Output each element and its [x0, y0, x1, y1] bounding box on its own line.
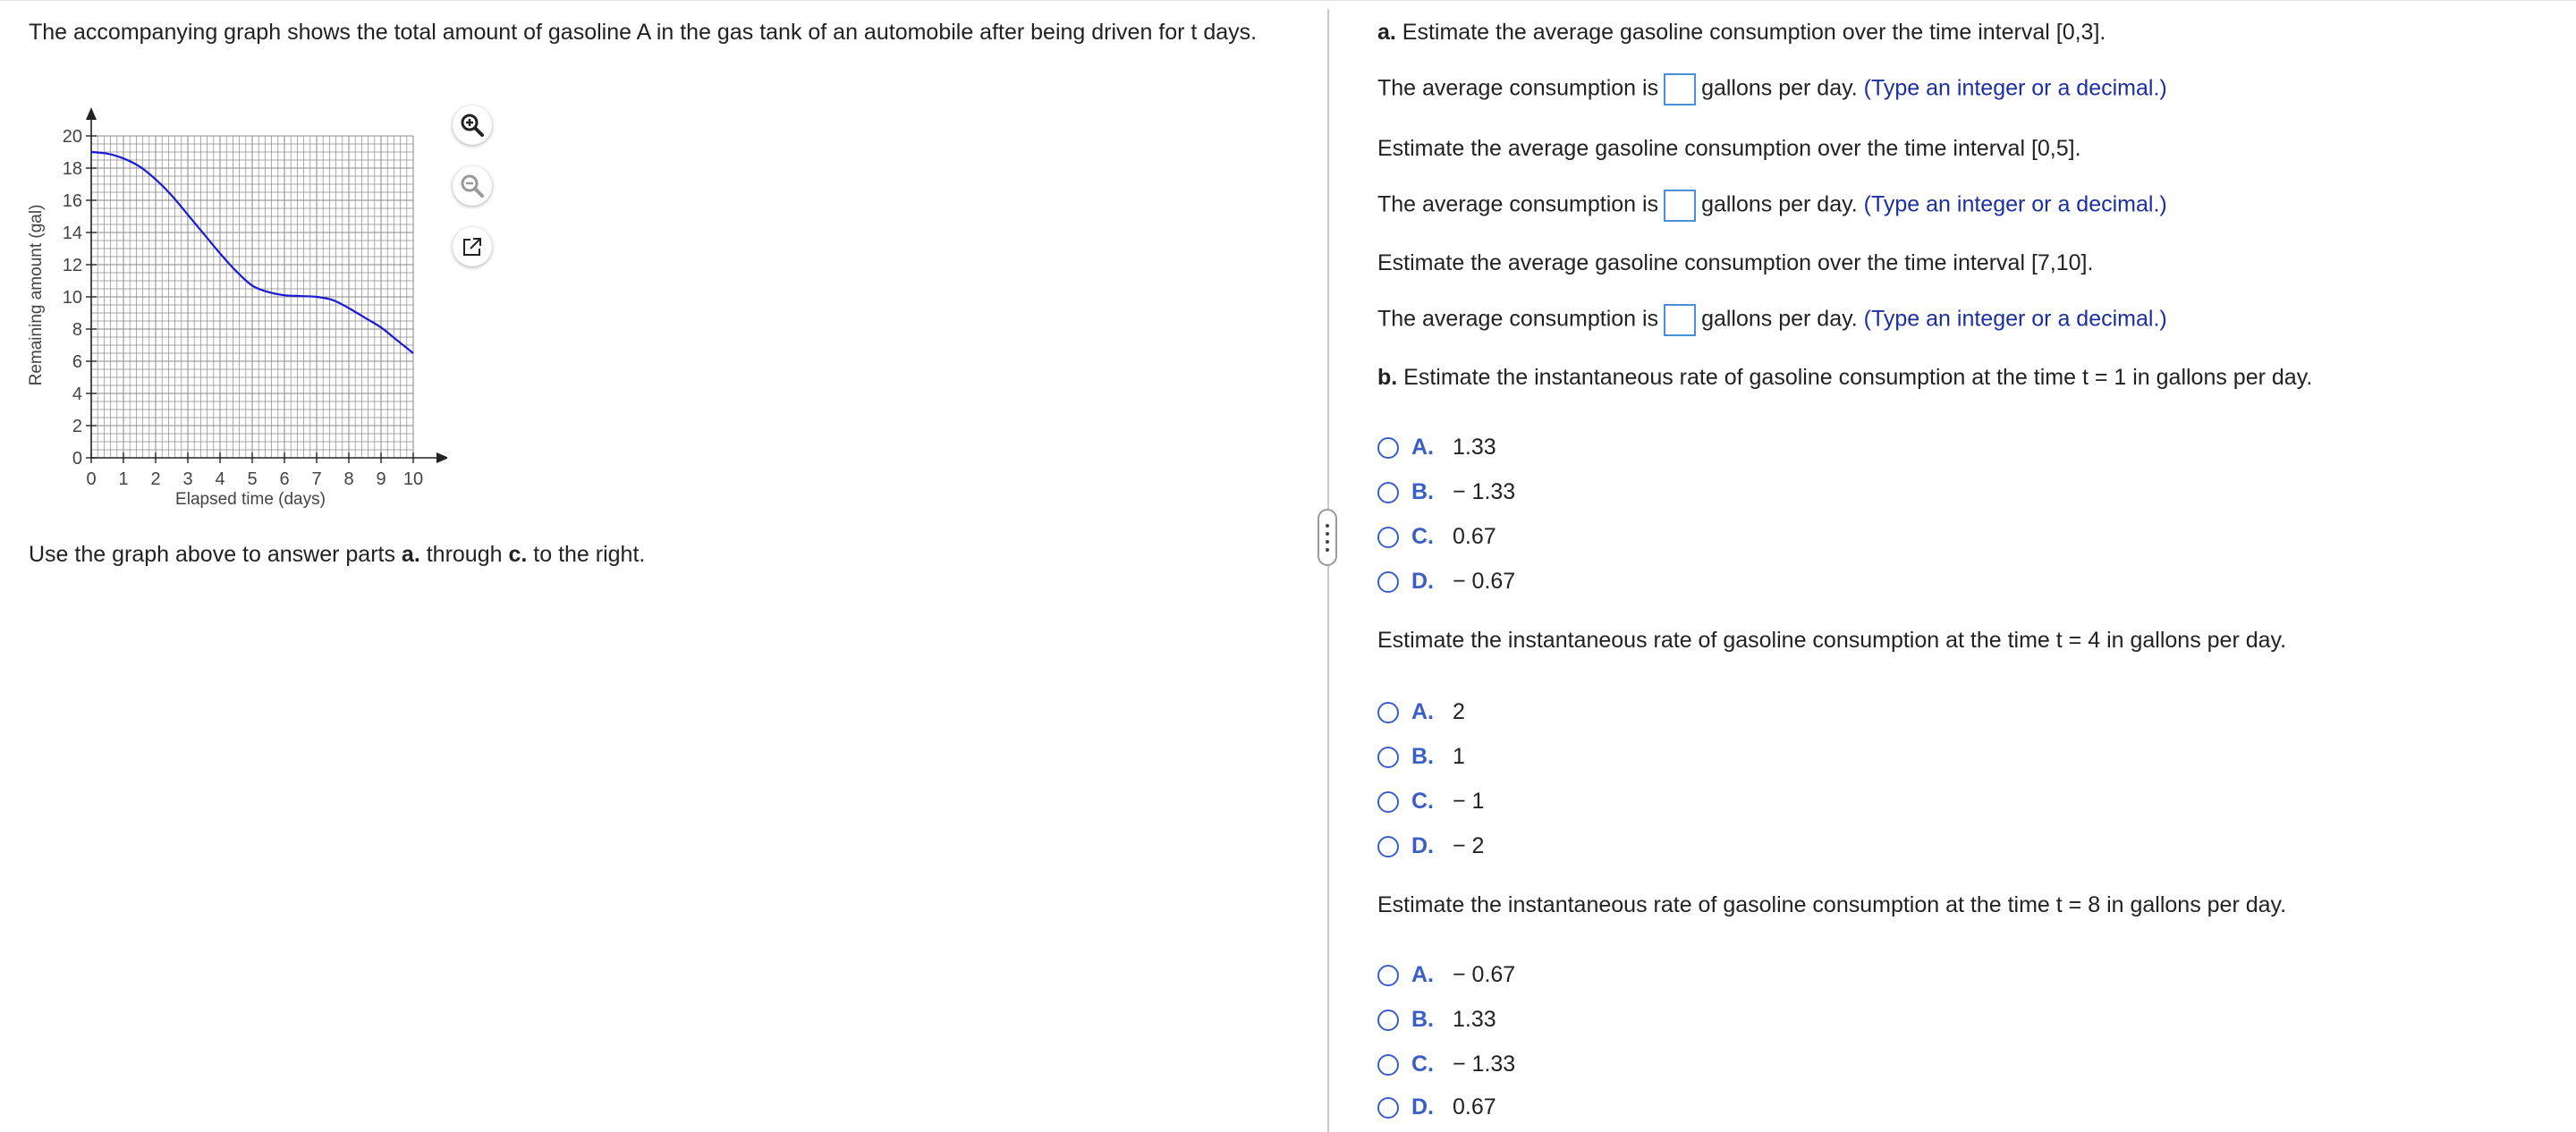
- choice-b2-d[interactable]: [1377, 833, 1484, 859]
- choice-b2-a[interactable]: [1377, 699, 1465, 725]
- question-b3: Estimate the instantaneous rate of gasoline consumption at the time t = 8 in gallons per day.: [1377, 892, 2287, 917]
- choice-b3-d[interactable]: [1377, 1094, 1496, 1120]
- radio-button[interactable]: [1377, 482, 1399, 503]
- choice-letter: B.: [1411, 744, 1434, 769]
- x-axis-label: Elapsed time (days): [175, 490, 326, 509]
- choice-value: − 1.33: [1453, 1052, 1516, 1077]
- y-tick-label: 4: [72, 384, 82, 404]
- choice-b1-b[interactable]: [1377, 479, 1515, 505]
- handle-dot: [1326, 540, 1329, 544]
- handle-dot: [1326, 524, 1329, 528]
- y-tick-label: 10: [62, 288, 82, 308]
- choice-letter: D.: [1411, 833, 1434, 858]
- y-tick-labels: [63, 127, 82, 469]
- choice-b1-a[interactable]: [1377, 435, 1496, 460]
- radio-button[interactable]: [1377, 437, 1399, 459]
- radio-button[interactable]: [1377, 571, 1399, 593]
- zoom-out-button[interactable]: [453, 166, 492, 206]
- pane-resize-handle[interactable]: [1318, 509, 1337, 566]
- radio-button[interactable]: [1377, 791, 1399, 813]
- choice-value: − 0.67: [1453, 962, 1516, 987]
- radio-button[interactable]: [1377, 527, 1399, 548]
- choice-letter: A.: [1411, 962, 1434, 987]
- choice-value: 0.67: [1453, 1094, 1496, 1119]
- x-tick-label: 2: [150, 469, 161, 489]
- radio-button[interactable]: [1377, 747, 1399, 768]
- choice-letter: C.: [1411, 524, 1434, 549]
- choice-value: − 1.33: [1453, 479, 1516, 504]
- question-b2: Estimate the instantaneous rate of gasoline consumption at the time t = 4 in gallons per day.: [1377, 628, 2287, 653]
- choice-letter: B.: [1411, 1007, 1434, 1032]
- y-tick-label: 16: [62, 191, 82, 211]
- question-b1-text: Estimate the instantaneous rate of gasoline consumption at the time t = 1 in gallons per day.: [1397, 365, 2313, 390]
- radio-button[interactable]: [1377, 1010, 1399, 1031]
- instruction-part-c: c.: [508, 542, 528, 567]
- chart-grid: [91, 136, 413, 458]
- x-tick-label: 5: [247, 469, 258, 489]
- choice-value: 0.67: [1453, 524, 1496, 549]
- answer-hint: (Type an integer or a decimal.): [1863, 306, 2167, 332]
- answer-input-3[interactable]: [1664, 304, 1696, 336]
- graph-toolbar: [453, 106, 492, 288]
- choice-value: − 2: [1453, 833, 1485, 858]
- x-tick-label: 10: [402, 469, 424, 489]
- zoom-in-icon: [459, 112, 486, 139]
- choice-b1-d[interactable]: [1377, 569, 1515, 595]
- x-axis-arrow: [436, 452, 447, 463]
- choice-letter: D.: [1411, 569, 1434, 594]
- choice-value: 1.33: [1453, 435, 1496, 460]
- answer-input-2[interactable]: [1664, 190, 1696, 222]
- choice-letter: B.: [1411, 479, 1434, 504]
- part-b-label: b.: [1377, 365, 1398, 390]
- zoom-in-button[interactable]: [453, 106, 492, 145]
- choice-value: 2: [1453, 699, 1465, 724]
- x-tick-label: 3: [182, 469, 193, 489]
- handle-dot: [1326, 532, 1329, 536]
- gasoline-chart-svg: [18, 97, 447, 517]
- y-tick-label: 14: [62, 224, 82, 243]
- x-tick-label: 1: [118, 469, 129, 489]
- choice-letter: A.: [1411, 699, 1434, 724]
- popout-button[interactable]: [453, 227, 492, 266]
- radio-button[interactable]: [1377, 965, 1399, 986]
- y-tick-label: 20: [62, 127, 82, 147]
- y-axis-arrow: [86, 107, 97, 120]
- question-a1-text: Estimate the average gasoline consumption over the time interval [0,3].: [1395, 20, 2106, 45]
- y-tick-label: 2: [72, 417, 82, 436]
- choice-b3-c[interactable]: [1377, 1052, 1515, 1077]
- instruction-pre: Use the graph above to answer parts: [29, 542, 402, 567]
- answer-hint: (Type an integer or a decimal.): [1863, 191, 2167, 217]
- answer-hint: (Type an integer or a decimal.): [1863, 75, 2167, 101]
- handle-dot: [1326, 548, 1329, 552]
- question-a3: Estimate the average gasoline consumption over the time interval [7,10].: [1377, 250, 2094, 275]
- answer-row-2: [1377, 190, 2167, 222]
- part-a-label: a.: [1377, 20, 1396, 45]
- instruction-part-a: a.: [401, 542, 420, 567]
- gasoline-graph: [18, 97, 447, 517]
- question-a1: [1377, 20, 2106, 46]
- choice-b3-a[interactable]: [1377, 962, 1515, 988]
- y-axis-label: Remaining amount (gal): [27, 204, 46, 386]
- choice-b3-b[interactable]: [1377, 1007, 1496, 1033]
- answer-prefix: The average consumption is: [1377, 75, 1659, 101]
- choice-value: 1.33: [1453, 1007, 1496, 1032]
- radio-button[interactable]: [1377, 1054, 1399, 1076]
- y-tick-label: 0: [72, 449, 82, 469]
- x-tick-label: 4: [215, 469, 225, 489]
- choice-letter: C.: [1411, 1052, 1434, 1077]
- question-b1: [1377, 365, 2312, 391]
- radio-button[interactable]: [1377, 702, 1399, 723]
- y-tick-label: 6: [72, 352, 82, 372]
- choice-letter: A.: [1411, 435, 1434, 460]
- answer-row-1: [1377, 73, 2167, 106]
- instruction-text: [29, 542, 645, 568]
- radio-button[interactable]: [1377, 836, 1399, 857]
- choice-value: − 0.67: [1453, 569, 1516, 594]
- question-a2: Estimate the average gasoline consumption over the time interval [0,5].: [1377, 136, 2081, 161]
- answer-prefix: The average consumption is: [1377, 306, 1659, 332]
- radio-button[interactable]: [1377, 1097, 1399, 1119]
- answer-row-3: [1377, 304, 2167, 336]
- x-tick-label: 9: [376, 469, 386, 489]
- question-right-pane: [1377, 0, 2558, 1132]
- x-tick-label: 6: [279, 469, 290, 489]
- answer-suffix: gallons per day.: [1701, 75, 1858, 101]
- answer-prefix: The average consumption is: [1377, 191, 1659, 217]
- pane-divider: [1327, 9, 1329, 1132]
- choice-letter: C.: [1411, 789, 1434, 814]
- choice-value: 1: [1453, 744, 1465, 769]
- choice-b2-c[interactable]: [1377, 789, 1484, 815]
- instruction-post: to the right.: [527, 542, 646, 567]
- answer-suffix: gallons per day.: [1701, 306, 1858, 332]
- choice-value: − 1: [1453, 789, 1485, 814]
- popout-icon: [461, 235, 484, 258]
- y-tick-label: 12: [62, 256, 82, 275]
- zoom-out-icon: [459, 173, 486, 199]
- x-tick-label: 7: [311, 469, 322, 489]
- answer-input-1[interactable]: [1664, 73, 1696, 106]
- y-tick-label: 18: [62, 159, 82, 179]
- x-tick-label: 8: [343, 469, 354, 489]
- y-tick-label: 8: [72, 320, 82, 340]
- x-tick-labels: [86, 469, 423, 489]
- intro-text: The accompanying graph shows the total amount of gasoline A in the gas tank of an automobile after being driven for t days.: [29, 20, 1258, 45]
- choice-b1-c[interactable]: [1377, 524, 1496, 550]
- choice-b2-b[interactable]: [1377, 744, 1465, 770]
- instruction-mid: through: [419, 542, 509, 567]
- x-tick-label: 0: [86, 469, 97, 489]
- answer-suffix: gallons per day.: [1701, 191, 1858, 217]
- choice-letter: D.: [1411, 1094, 1434, 1119]
